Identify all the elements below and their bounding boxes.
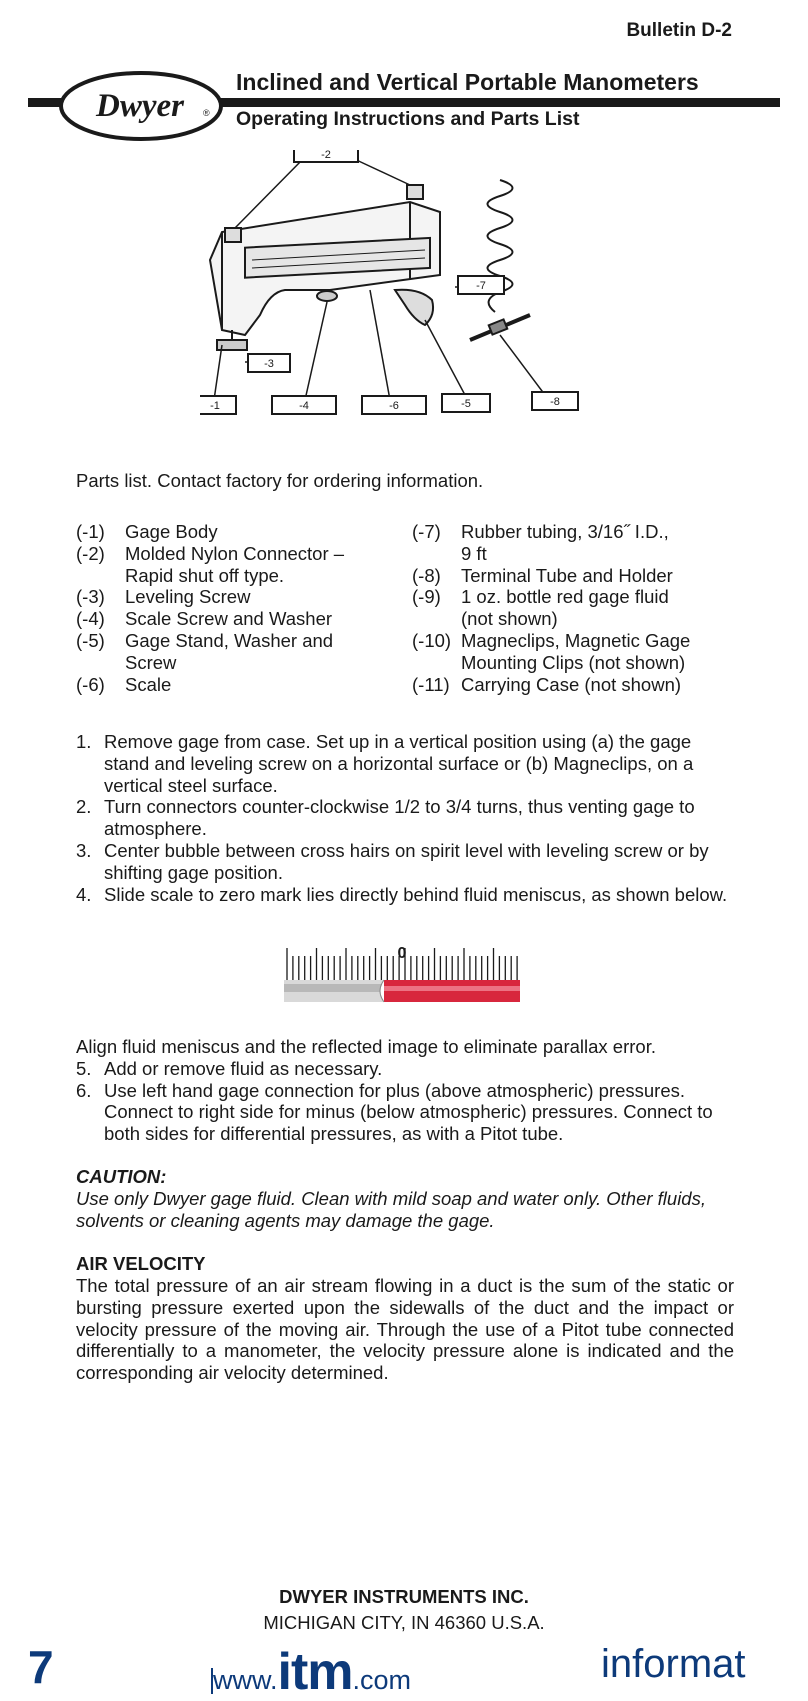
callout-7: -7: [476, 280, 486, 292]
part-number: (-9): [412, 586, 441, 608]
part-item: [76, 543, 344, 587]
part-desc: Rubber tubing, 3/16˝ I.D.,: [461, 521, 669, 542]
part-desc: 1 oz. bottle red gage fluid: [461, 586, 669, 608]
step-item: [76, 884, 736, 906]
watermark-com: .com: [352, 1665, 412, 1695]
part-item: [412, 586, 690, 630]
part-desc: Carrying Case (not shown): [461, 673, 682, 695]
part-number: (-11): [412, 673, 450, 695]
part-number: (-6): [76, 673, 105, 695]
step-number: 3.: [76, 839, 92, 861]
logo-text: Dwyer: [96, 88, 184, 124]
callout-4: -4: [299, 400, 309, 412]
part-number: (-2): [76, 542, 105, 564]
bulletin-number: Bulletin D-2: [626, 20, 732, 41]
manometer-illustration: [200, 150, 640, 460]
step-item: [76, 796, 736, 840]
part-item: [412, 674, 690, 696]
scale-meniscus-image: [284, 940, 520, 1010]
part-desc: (not shown): [461, 608, 558, 630]
part-desc: Gage Body: [125, 521, 218, 542]
part-desc: Magneclips, Magnetic Gage: [461, 629, 691, 651]
step-item: [76, 731, 736, 796]
part-desc: Leveling Screw: [125, 586, 251, 608]
step-number: 2.: [76, 796, 92, 818]
callout-3: -3: [264, 358, 274, 370]
part-desc: Mounting Clips (not shown): [461, 651, 686, 673]
callout-1: -1: [210, 400, 220, 412]
part-number: (-1): [76, 521, 105, 542]
part-number: (-4): [76, 608, 105, 630]
callout-5: -5: [461, 398, 471, 410]
scale-zero-label: 0: [397, 945, 407, 962]
dwyer-logo: [58, 70, 224, 142]
part-number: (-7): [412, 521, 441, 542]
watermark-left-glyph: 7: [28, 1641, 54, 1693]
part-item: [76, 630, 344, 674]
part-item: [412, 521, 690, 565]
caution-heading: CAUTION:: [76, 1166, 167, 1187]
parts-list-right: [412, 521, 690, 695]
part-item: [412, 565, 690, 587]
footer-company: DWYER INSTRUMENTS INC.: [279, 1586, 529, 1607]
part-item: [76, 586, 344, 608]
part-item: [76, 608, 344, 630]
document-subtitle: Operating Instructions and Parts List: [236, 108, 580, 130]
step-number: 4.: [76, 883, 92, 905]
part-desc: 9 ft: [461, 542, 487, 564]
part-desc: Screw: [125, 651, 177, 673]
air-velocity-heading: AIR VELOCITY: [76, 1253, 206, 1274]
part-desc: Scale Screw and Washer: [125, 608, 333, 630]
air-velocity-text: The total pressure of an air stream flowing in a duct is the sum of the static or bursting pressure exerted upon the sidewalls of the duct and the impact or velocity pressure of the moving air. Through the use of a Pitot tube connected differentially to a manometer, the velocity pressure alone is indicated and the corresponding air velocity determined.: [76, 1275, 734, 1384]
watermark-informat: informat: [601, 1642, 746, 1686]
step-number: 5.: [76, 1057, 92, 1079]
part-desc: Scale: [125, 673, 172, 695]
step-text: Turn connectors counter-clockwise 1/2 to 3/4 turns, thus venting gage to atmosphere.: [104, 796, 695, 840]
part-number: (-3): [76, 586, 105, 608]
step-text: Center bubble between cross hairs on spirit level with leveling screw or by shifting gage position.: [104, 839, 709, 883]
watermark-www: www.: [213, 1665, 278, 1695]
part-number: (-8): [412, 564, 441, 586]
watermark-itm: itm: [277, 1643, 353, 1701]
document-title: Inclined and Vertical Portable Manometers: [236, 69, 699, 95]
step-item: [76, 840, 736, 884]
callout-8: -8: [550, 396, 560, 408]
callout-6: -6: [389, 400, 399, 412]
footer-address: MICHIGAN CITY, IN 46360 U.S.A.: [263, 1612, 545, 1633]
part-desc: Rapid shut off type.: [125, 564, 285, 586]
callout-2: -2: [321, 150, 331, 161]
part-desc: Gage Stand, Washer and: [125, 629, 334, 651]
parts-list-left: [76, 521, 344, 695]
step-text: Slide scale to zero mark lies directly behind fluid meniscus, as shown below.: [104, 883, 728, 905]
parts-intro: Parts list. Contact factory for ordering information.: [76, 470, 484, 491]
part-number: (-5): [76, 629, 105, 651]
svg-text:®: ®: [203, 108, 210, 118]
step-item: [76, 1080, 736, 1145]
step-text: Remove gage from case. Set up in a vertical position using (a) the gage stand and leveling screw on a horizontal surface or (b) Magneclips, on a vertical steel surface.: [104, 731, 694, 796]
watermark-itm-link[interactable]: [213, 1642, 412, 1701]
step-number: 1.: [76, 731, 92, 752]
step-text: Add or remove fluid as necessary.: [104, 1057, 383, 1079]
alignment-text: Align fluid meniscus and the reflected image to eliminate parallax error.: [76, 1036, 656, 1057]
part-item: [76, 674, 344, 696]
alignment-section: [76, 1036, 736, 1145]
part-item: [412, 630, 690, 674]
setup-steps: [76, 731, 736, 905]
step-text: Use left hand gage connection for plus (above atmospheric) pressures. Connect to right side for minus (below atmospheric) pressures. Connect to both sides for differential pressures, as with a Pitot tube.: [104, 1079, 713, 1145]
part-item: [76, 521, 344, 543]
part-desc: Terminal Tube and Holder: [461, 564, 673, 586]
step-item: [76, 1058, 736, 1080]
step-number: 6.: [76, 1079, 92, 1101]
caution-text: Use only Dwyer gage fluid. Clean with mild soap and water only. Other fluids, solvents or cleaning agents may damage the gage.: [76, 1188, 706, 1231]
part-desc: Molded Nylon Connector –: [125, 542, 345, 564]
part-number: (-10): [412, 629, 452, 651]
